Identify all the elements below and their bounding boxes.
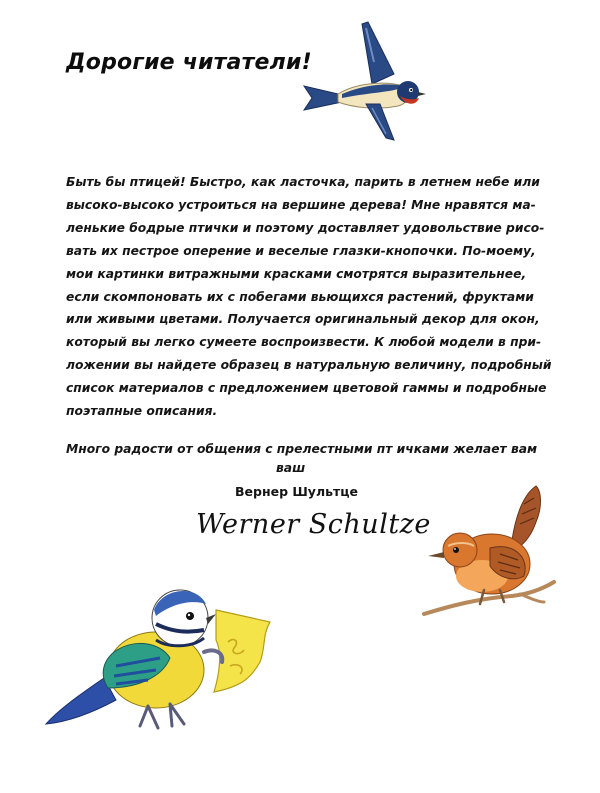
wren-head xyxy=(443,533,477,567)
body-line: поэтапные описания. xyxy=(66,404,218,419)
wren-tail xyxy=(512,486,541,548)
body-line: или живыми цветами. Получается оригинальный декор для окон, xyxy=(66,312,540,327)
body-line: мои картинки витражными красками смотрятся выразительнее, xyxy=(66,266,527,281)
body-text xyxy=(66,171,552,423)
body-line: если скомпоновать их с побегами вьющихся растений, фруктами xyxy=(66,289,534,304)
body-line: ленькие бодрые птички и поэтому доставляет удовольствие рисо- xyxy=(66,220,545,235)
swallow-illustration xyxy=(302,12,428,144)
signature: Werner Schultze xyxy=(196,509,431,540)
author-name: Вернер Шультце xyxy=(235,484,359,499)
wren-illustration xyxy=(420,484,560,624)
swallow-tail xyxy=(304,86,342,110)
body-line: высоко-высоко устроиться на вершине дерева! Мне нравятся ма- xyxy=(66,197,536,212)
body-line: список материалов с предложением цветовой гаммы и подробные xyxy=(66,381,547,396)
yellow-card xyxy=(214,610,270,692)
closing-line: Много радости от общения с прелестными пт ичками желает вам xyxy=(66,442,538,456)
blue-tit-illustration xyxy=(44,582,284,742)
page-title: Дорогие читатели! xyxy=(66,50,312,75)
body-line: ложении вы найдете образец в натуральную величину, подробный xyxy=(66,358,552,373)
body-line: который вы легко сумеете воспроизвести. К любой модели в при- xyxy=(66,335,542,350)
blue-tit-tail xyxy=(46,678,116,724)
body-line: Быть бы птицей! Быстро, как ласточка, парить в летнем небе или xyxy=(66,175,540,189)
closing-vash: ваш xyxy=(276,461,306,475)
body-line: вать их пестрое оперение и веселые глазки-кнопочки. По-моему, xyxy=(66,243,536,258)
